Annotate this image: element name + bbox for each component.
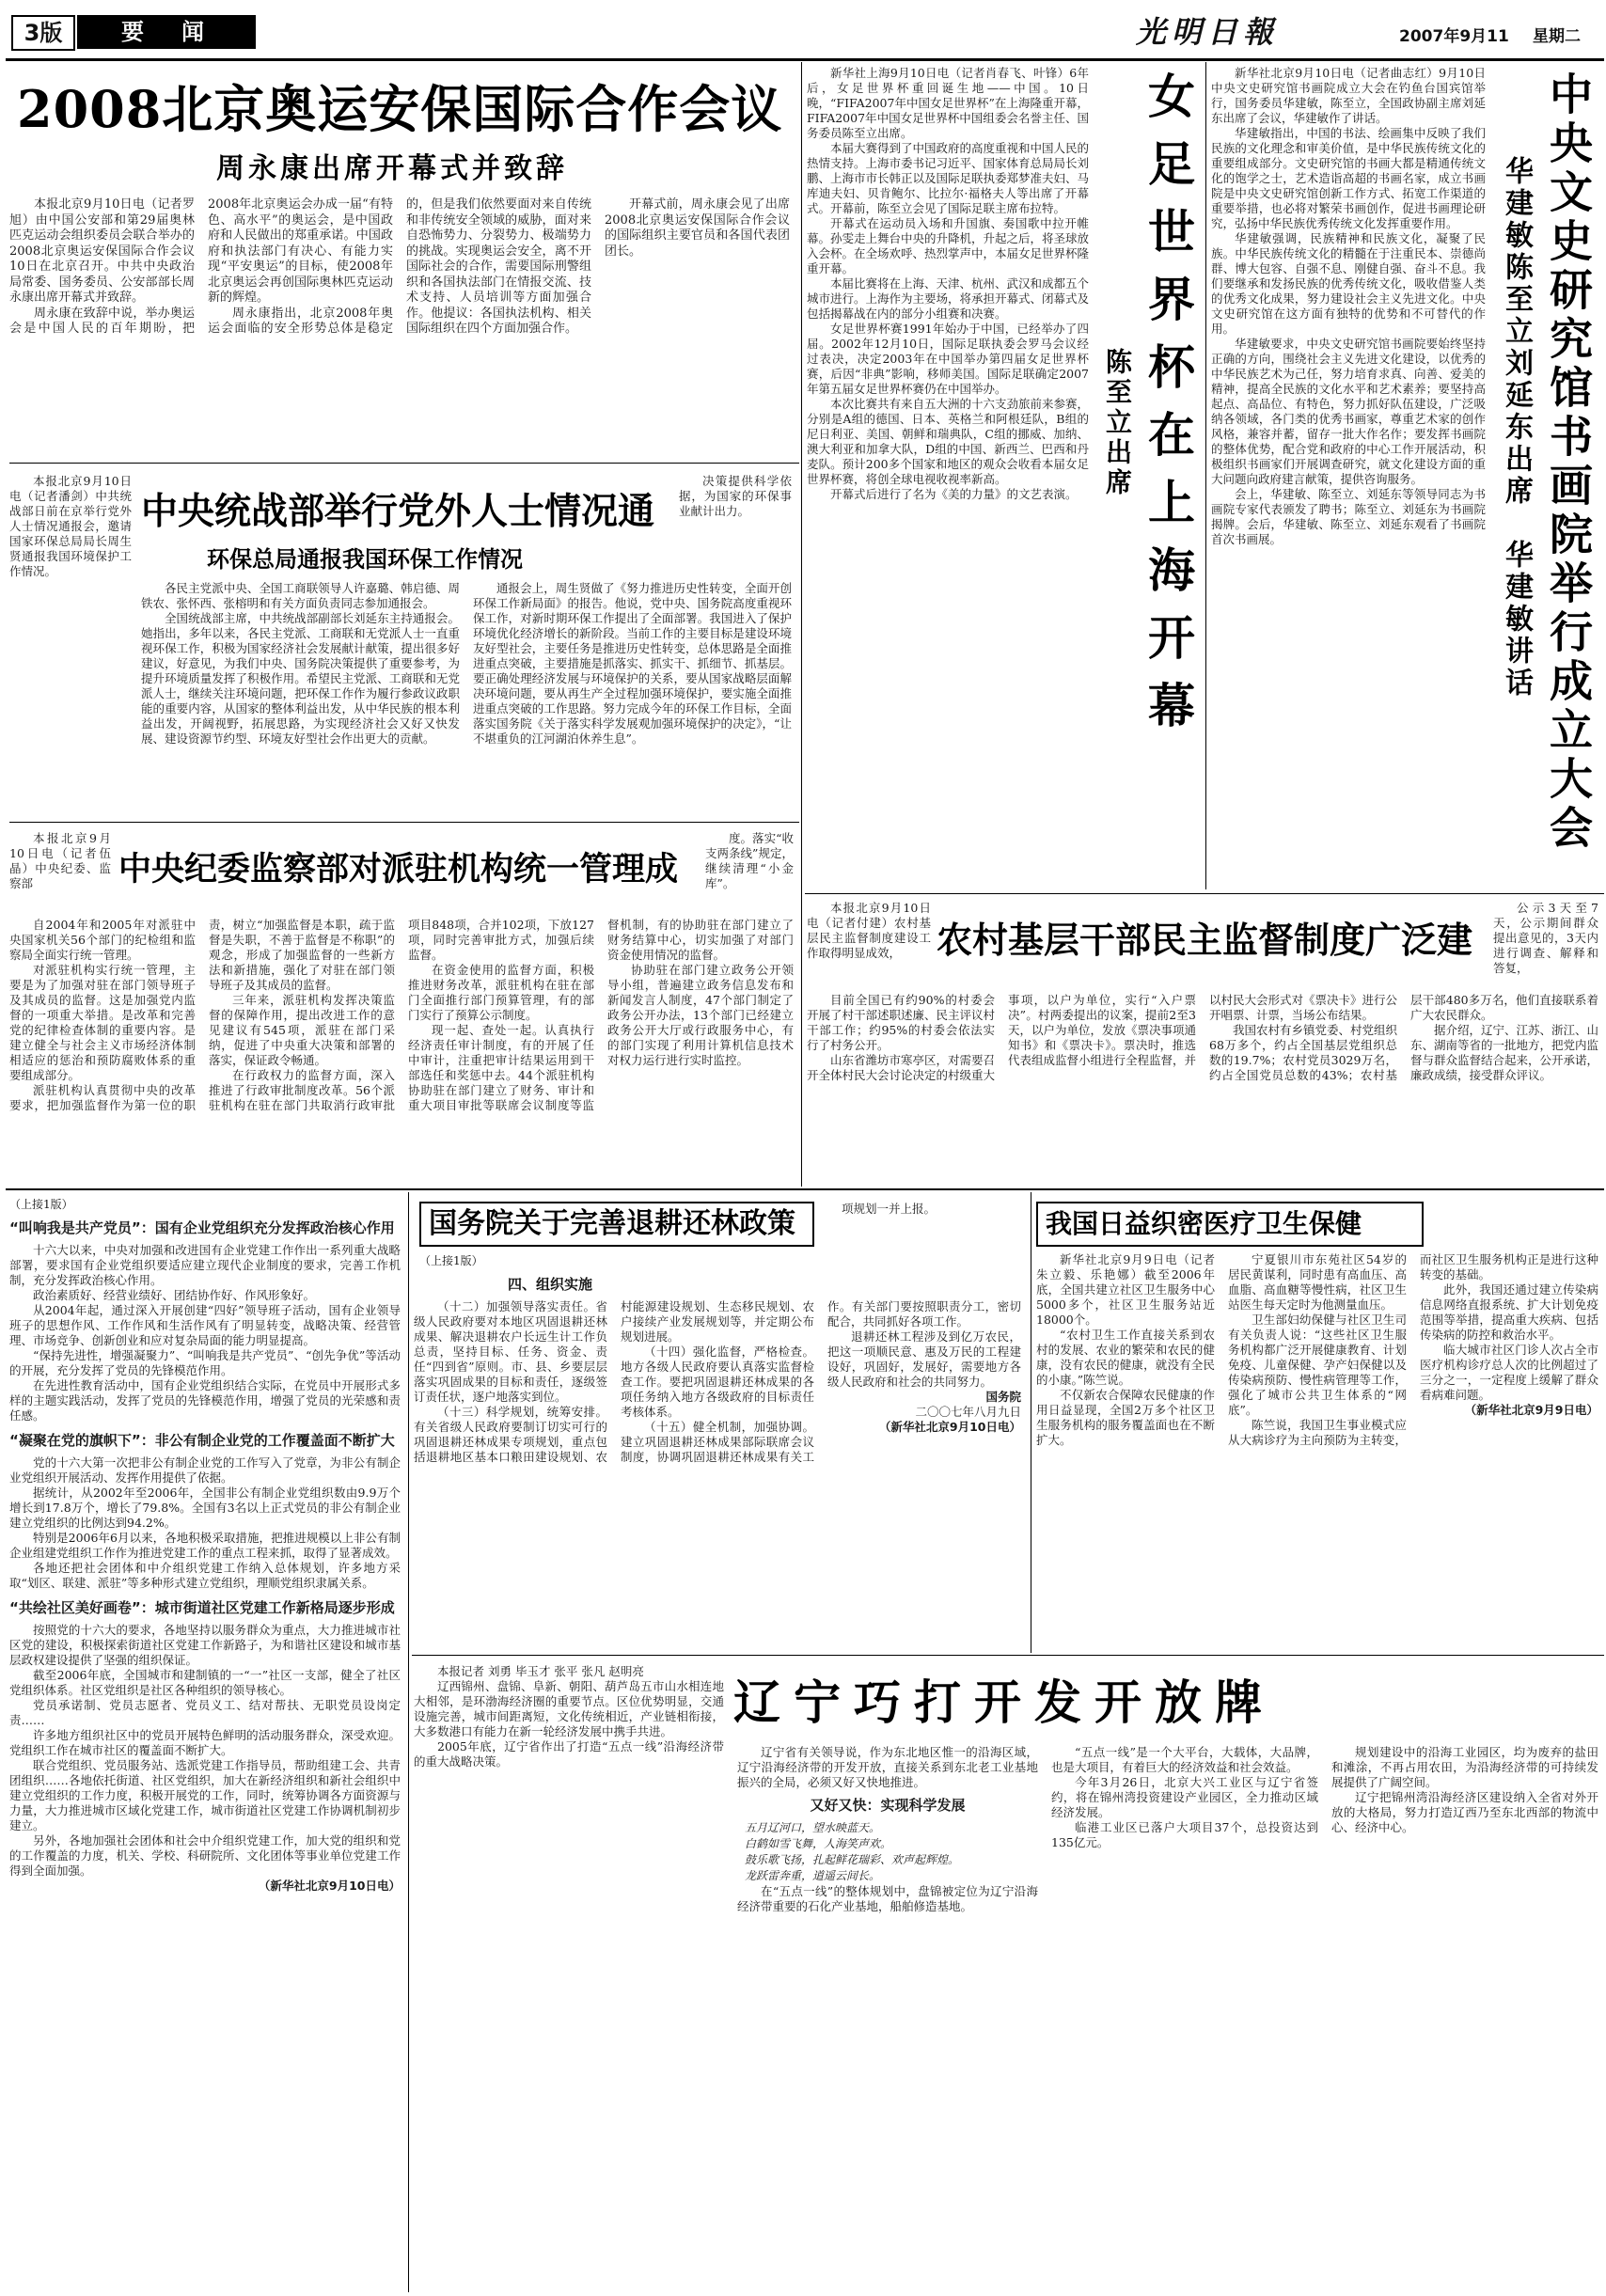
paragraph: 不仅新农合保障农民健康的作用日益显现，全国2万多个社区卫生服务机构的服务覆盖面也在不断扩大。 [1036,1388,1215,1447]
subheadline: 环保总局通报我国环保工作情况 [207,545,523,573]
article-state-council-notice [414,1196,1027,1651]
headline: 我国日益织密医疗卫生保健 [1036,1202,1424,1247]
side-text [705,831,794,916]
column-rule [408,1192,409,2292]
divider [9,822,799,823]
paragraph: 本报北京9月10日电（记者付建）农村基层民主监督制度建设工作取得明显成效， [807,901,931,960]
paragraph: 临大城市社区门诊人次占全市医疗机构诊疗总人次的比例超过了三分之一，一定程度上缓解了群众看病难问题。 [1420,1343,1598,1402]
body-text [807,66,1089,889]
top-tail-text [818,1202,1021,1239]
paragraph: 十六大以来，中央对加强和改进国有企业党建工作作出一系列重大战略部署，要求国有企业党组织要适应建立现代企业制度的要求，完善工作机制，充分发挥政治核心作用。 [9,1243,401,1287]
issue-date: 2007年9月11 [1399,27,1509,45]
article-rural-supervision [807,899,1602,1187]
paragraph: 本次比赛共有来自五大洲的十六支劲旅前来参赛，分别是A组的德国、日本、英格兰和阿根廷队，B组的尼日利亚、美国、朝鲜和瑞典队，C组的挪威、加纳、澳大利亚和加拿大队，D组的中国、新西兰、巴西和丹麦队。预计200多个国家和地区的观众会收看本届女足世界杯赛，将创全球电视收视率新高。 [807,397,1089,486]
poem [737,1820,1038,1884]
section-heading: 四、组织实施 [508,1276,593,1293]
paragraph: （十二）加强领导落实责任。省级人民政府要对本地区巩固退耕还林成果、解决退耕农户长远生计工作负总责，坚持目标、任务、资金、责任“四到省”原则。市、县、乡要层层落实巩固成果的目标和责任，逐级签订责任状，逐户地落实到位。 [414,1299,607,1404]
paragraph: 周永康在致辞中说，举办奥运会是中国人民的百年期盼，把2008年北京奥运会办成一届“有特色、高水平”的奥运会，是中国政府和人民做出的郑重承诺。中国政府和执法部门有决心、有能力实现“平安奥运”的目标，使2008年北京奥运会再创国际奥林匹克运动新的辉煌。 [9,197,393,336]
poem-line: 五月辽河口，望水映蓝天。 [745,1821,881,1834]
headline: 2008北京奥运安保国际合作会议 [17,79,783,139]
paragraph: 新华社上海9月10日电（记者肖春飞、叶锋）6年后，女足世界杯重回诞生地——中国。10日晚，“FIFA2007年中国女足世界杯”在上海隆重开幕，FIFA2007年中国女足世界杯中国组委会名誉主任、国务委员陈至立出席。 [807,66,1089,140]
section-heading: “凝聚在党的旗帜下”：非公有制企业党的工作覆盖面不断扩大 [9,1432,395,1449]
paragraph: 据介绍，辽宁、江苏、浙江、山东、湖南等省的一批地方，把党内监督与群众监督结合起来，公开承诺，廉政成绩，接受群众评议。 [1410,1023,1598,1082]
paragraph: 目前全国已有约90%的村委会开展了村干部述职述廉、民主评议村干部工作；约95%的村委会依法实行了村务公开。 [807,993,996,1052]
paragraph: 退耕还林工程涉及到亿万农民，把这一项顺民意、惠及万民的工程建设好，巩固好，发展好，需要地方各级人民政府和社会的共同努力。 [827,1329,1021,1389]
subheadline: 周永康出席开幕式并致辞 [216,152,568,185]
paragraph: 据统计，从2002年至2006年，全国非公有制企业党组织数由9.9万个增长到17.8万个，增长了79.8%。全国有3名以上正式党员的非公有制企业建立党组织的比例达到94.2%。 [9,1486,401,1530]
paragraph: 宁夏银川市东苑社区54岁的居民黄谋利，同时患有高血压、高血脂、高血糖等慢性病，社区卫生站医生每天定时为他测量血压。 [1228,1252,1407,1312]
headline: 辽宁巧打开发开放牌 [733,1675,1275,1730]
subheadline-vertical: 陈至立出席 [1102,348,1133,498]
paragraph: 辽宁省有关领导说，作为东北地区惟一的沿海区域，辽宁沿海经济带的开发开放，直接关系到东北老工业基地振兴的全局，必须又好又快地推进。 [737,1745,1038,1789]
paragraph: 华建敏强调，民族精神和民族文化，凝聚了民族。中华民族传统文化的精髓在于注重民本、崇德尚群、博大包容、自强不息、刚健自强、奋斗不息。我们要继承和发扬民族的优秀传统文化，吸收借鉴人类的优秀文化成果，努力建设社会主义先进文化。中央文史研究馆在这方面有独特的优势和不可替代的作用。 [1211,231,1486,336]
paragraph: 按照党的十六大的要求，各地坚持以服务群众为重点，大力推进城市社区党的建设，积极探索街道社区党建工作新路子，为和谐社区建设和城市基层政权建设提供了坚强的组织保证。 [9,1623,401,1667]
headline-vertical: 女足世界杯在上海开幕 [1141,71,1196,748]
paragraph: 开幕式前，周永康会见了出席2008北京奥运安保国际合作会议的国际组织主要官员和各国代表团团长。 [605,197,790,259]
dateline: （新华社北京9月10日电） [258,1879,401,1893]
paragraph: 特别是2006年6月以来，各地积极采取措施，把推进规模以上非公有制企业组建党组织工作作为推进党建工作的重点工程来抓，取得了显著成效。 [9,1531,401,1560]
side-text [679,474,792,577]
body-text [9,197,790,461]
paragraph: （十三）科学规划，统筹安排。有关省级人民政府要制订切实可行的巩固退耕还林成果专项规划，重点包括退耕地区基本口粮田建设规划、农村能源建设规划、生态移民规划、农户接续产业发展规划等，并定期公布规划进展。 [414,1299,814,1464]
body-text-left [414,1664,724,2285]
section-heading: “叫响我是共产党员”：国有企业党组织充分发挥政治核心作用 [9,1219,395,1236]
paragraph: （十四）强化监督，严格检查。地方各级人民政府要认真落实监督检查工作。要把巩固退耕还林成果的各项任务纳入地方各级政府的目标责任考核体系。 [621,1345,814,1419]
article-discipline-commission [9,827,799,1187]
article-calligraphy-academy [1211,66,1600,893]
divider [6,1188,1604,1190]
lead-text [9,831,111,916]
paragraph: 政治素质好、经营业绩好、团结协作好、作风形象好。 [33,1288,316,1302]
paragraph: 三年来，派驻机构发挥决策监督的保障作用，提出改进工作的意见建议有545项，派驻在部门采纳，促进了中央重大决策和部署的落实，保证政令畅通。 [209,993,395,1067]
headline: 中央纪委监察部对派驻机构统一管理成 [118,850,679,889]
headline-vertical: 中央文史研究馆书画院举行成立大会 [1543,71,1594,854]
paragraph: 度。落实“收支两条线”规定，继续清理“小金库”。 [705,831,794,890]
paragraph: 派驻机构认真贯彻中央的改革要求，把加强监督作为第一位的职责，树立“加强监督是本职，疏于监督是失职，不善于监督是不称职”的观念，形成了加强监督的一些新方法和新措施，强化了对驻在部门领导班子及其成员的监督。 [9,918,395,1112]
paragraph: 在行政权力的监督方面，深入推进了行政审批制度改革。56个派驻机构在驻在部门共取消行政审批项目848项，合并102项，下放127项，同时完善审批方式，加强后续监督。 [209,918,594,1112]
paragraph: 本报北京9月10日电（记者罗旭）由中国公安部和第29届奥林匹克运动会组织委员会联合举办的2008北京奥运安保国际合作会议10日在北京召开。中共中央政治局常委、国务委员、公安部部长周永康出席开幕式并致辞。 [9,197,195,305]
page-header [0,0,1606,58]
paragraph: 本报北京9月10日电（记者伍晶）中央纪委、监察部 [9,831,111,890]
paragraph: 各民主党派中央、全国工商联领导人许嘉璐、韩启德、周铁农、张怀西、张榕明和有关方面负责同志参加通报会。 [141,581,460,610]
paragraph: 项规划一并上报。 [842,1202,937,1216]
article-olympic-security [9,66,799,461]
paragraph: 通报会上，周生贤做了《努力推进历史性转变，全面开创环保工作新局面》的报告。他说，党中央、国务院高度重视环保工作，对新时期环保工作提出了全面部署。我国进入了保护环境优化经济增长的新阶段。当前工作的主要目标是建设环境友好型社会，主要任务是推进历史性转变，总体思路是全面推进重点突破，主要措施是抓落实、抓实干、抓细节、抓基层。要正确处理经济发展与环境保护的关系，要从国家战略层面解决环境问题，要从再生产全过程加强环境保护，要实施全面推进重点突破的工作思路。努力完成今年的环保工作目标，全面落实国务院《关于落实科学发展观加强环境保护的决定》，“让不堪重负的江河湖泊休养生息”。 [473,581,792,746]
paragraph: 全国统战部主席，中共统战部副部长刘延东主持通报会。她指出，多年以来，各民主党派、工商联和无党派人士一直重视环保工作，积极为国家经济社会发展献计献策，提出很多好建议，好意见，为我们中央、国务院决策提供了重要参考，为提升环境质量发挥了积极作用。希望民主党派、工商联和无党派人士，继续关注环境问题，把环保工作作为履行参政议政职能的重要内容，从国家的整体利益出发，从中华民族的根本利益出发，开阔视野，拓展思路，为实现经济社会又好又快发展、建设资源节约型、环境友好型社会作出更大的贡献。 [141,611,460,746]
paragraph: “五点一线”是一个大平台，大载体，大品牌，也是大项目，有着巨大的经济效益和社会效益。 [1051,1745,1318,1774]
paragraph: 在“五点一线”的整体规划中，盘锦被定位为辽宁沿海经济带重要的石化产业基地，船舶修造基地。 [737,1884,1038,1913]
paragraph: 会上，华建敏、陈至立、刘延东等领导同志为书画院专家代表颁发了聘书；陈至立、刘延东为书画院揭牌。会后，华建敏、陈至立、刘延东观看了书画院首次书画展。 [1211,487,1486,546]
paragraph: 截至2006年底，全国城市和建制镇的一“一”社区一支部，健全了社区党组织体系。社区党组织是社区各种组织的领导核心。 [9,1668,401,1697]
article-healthcare-network [1036,1196,1602,1651]
paragraph: 从2004年起，通过深入开展创建“四好”领导班子活动，国有企业领导班子的思想作风、工作作风和生活作风有了明显转变，战略决策、经营管理、市场竞争、创新创业和应对复杂局面的能力明显提高。 [9,1303,401,1347]
paragraph: 新华社北京9月9日电（记者朱立毅、乐艳娜）截至2006年底，全国共建立社区卫生服务中心5000多个，社区卫生服务站近18000个。 [1036,1252,1215,1327]
body-text [1036,1252,1598,1647]
body-text [414,1299,1021,1647]
section-label: 要 闻 [77,15,256,49]
lead-text [9,474,132,615]
paragraph: 周永康指出，北京2008年奥运会面临的安全形势总体是稳定的，但是我们依然要面对来自传统和非传统安全领域的威胁，面对来自恐怖势力、分裂势力、极端势力的挑战。实现奥运会安全，离不开国际社会的合作，需要国际刑警组织和各国执法部门在情报交流、技术支持、人员培训等方面加强合作。他提议：各国执法机构、相关国际组织在四个方面加强合作。 [208,197,591,336]
headline: 中央统战部举行党外人士情况通 [141,490,655,533]
paragraph: 本报记者 刘勇 毕玉才 张平 张凡 赵明亮 [437,1664,644,1678]
body-text [9,918,794,1183]
paragraph: 辽西锦州、盘锦、阜新、朝阳、葫芦岛五市山水相连地大相邻，是环渤海经济圈的重要节点。区位优势明显，交通设施完善，城市间距离短，文化传统相近，产业链相衔接，大多数港口有能力在新一轮经济发展中携手共进。 [414,1679,724,1738]
paragraph: 陈竺说，我国卫生事业模式应从大病诊疗为主向预防为主转变，而社区卫生服务机构正是进行这种转变的基础。 [1228,1252,1598,1447]
dateline: （新华社北京9月9日电） [1464,1403,1598,1417]
paragraph: 另外，各地加强社会团体和社会中介组织党建工作，加大党的组织和党的工作覆盖的力度，机关、学校、科研院所、文化团体等事业单位党建工作得到全面加强。 [9,1833,401,1878]
paragraph: 卫生部妇幼保健与社区卫生司有关负责人说：“这些社区卫生服务机构都广泛开展健康教育、计划免疫、儿童保健、孕产妇保健以及传染病预防、慢性病管理等工作，强化了城市公共卫生体系的“网底”。 [1228,1313,1407,1417]
paragraph: 山东省潍坊市寒亭区，对需要召开全体村民大会讨论决定的村级重大事项，以户为单位，实行“入户票决”。村两委提出的议案，提前2至3天，以户为单位，发放《票决事项通知书》和《票决卡》。票决时，推选代表组成监督小组进行全程监督，并以村民大会形式对《票决卡》进行公开唱票、计票，当场公布结果。 [807,993,1398,1082]
body-text [1211,66,1486,889]
paragraph: 华建敏指出，中国的书法、绘画集中反映了我们民族的文化理念和审美价值，是中华民族传统文化的重要组成部分。文史研究馆的书画大都是精通传统文化的饱学之士，艺术造诣高超的书画名家，成立书画院是中央文史研究馆创新工作方式、拓宽工作渠道的重要举措，也必将对繁荣书画创作，促进书画理论研究，弘扬中华民族优秀传统文化发挥重要作用。 [1211,126,1486,230]
paragraph: 女足世界杯赛1991年始办于中国，已经举办了四届。2002年12月10日，国际足联执委会罗马会议经过表决，决定2003年在中国举办第四届女足世界杯赛，后因“非典”影响，移师美国。国际足联确定2007年第五届女足世界杯赛仍在中国举办。 [807,322,1089,396]
paragraph: 本报北京9月10日电（记者潘剑）中共统战部日前在京举行党外人士情况通报会，邀请国家环保总局局长周生贤通报我国环境保护工作情况。 [9,474,132,578]
article-liaoning [414,1660,1602,2290]
divider [805,893,1604,894]
article-united-front [9,470,799,820]
paragraph: 对派驻机构实行统一管理，主要是为了加强对驻在部门领导班子及其成员的监督。这是加强党内监督的一项重大举措。是改革和完善党的纪律检查体制的重要内容。是建立健全与社会主义市场经济体制相适应的惩治和预防腐败体系的重要组成部分。 [9,963,196,1082]
header-rule [6,58,1604,61]
paragraph: 开幕式后进行了名为《美的力量》的文艺表演。 [830,487,1078,501]
paragraph: 许多地方组织社区中的党员开展特色鲜明的活动服务群众，深受欢迎。党组织工作在城市社区的覆盖面不断扩大。 [9,1728,401,1757]
body-text [9,1215,401,2283]
paragraph: 本届比赛将在上海、天津、杭州、武汉和成都五个城市进行。上海作为主要场，将承担开幕式、闭幕式及包括揭幕战在内的部分小组赛和决赛。 [807,276,1089,321]
issue-weekday: 星期二 [1533,27,1581,45]
paragraph: 辽宁把锦州湾沿海经济区建设纳入全省对外开放的大格局，努力打造辽西乃至东北西部的物流中心、经济中心。 [1331,1790,1598,1834]
subheadline-vertical: 华建敏陈至立刘延东出席 华建敏讲话 [1500,156,1533,700]
paragraph: （十五）健全机制，加强协调。建立巩固退耕还林成果部际联席会议制度，协调巩固退耕还林成果有关工作。有关部门要按照职责分工，密切配合，共同抓好各项工作。 [621,1299,1021,1464]
signature: 国务院 [985,1390,1021,1404]
article-party-building [9,1196,404,2287]
page-number: 3版 [11,15,75,51]
paragraph: 2005年底，辽宁省作出了打造“五点一线”沿海经济带的重大战略决策。 [414,1739,724,1769]
paragraph: 党的十六大第一次把非公有制企业党的工作写入了党章，为非公有制企业党组织开展活动、发挥作用提供了依据。 [9,1455,401,1485]
poem-line: 白鹤如雪飞舞，人海笑声欢。 [745,1837,892,1850]
body-text [807,993,1598,1185]
paragraph: 自2004年和2005年对派驻中央国家机关56个部门的纪检组和监察局全面实行统一管理。 [9,918,196,962]
paragraph: 现一起、查处一起。认真执行经济责任审计制度，有的开展了任中审计，注重把审计结果运用到干部选任和奖惩中去。44个派驻机构协助驻在部门建立了财务、审计和重大项目审批等联席会议制度等监督机制，有的协助驻在部门建立了财务结算中心，切实加强了对部门资金使用情况的监督。 [408,918,794,1112]
side-text [1493,901,1598,991]
source-note: （上接1版） [9,1198,73,1211]
paragraph: 规划建设中的沿海工业园区，均为废弃的盐田和滩涂，不再占用农田，为沿海经济带的可持续发展提供了广阔空间。 [1331,1745,1598,1789]
poem-line: 鼓乐歌飞扬，扎起鲜花瑞彩、欢声起辉煌。 [745,1853,960,1866]
lead-text [807,901,931,991]
paragraph: 今年3月26日，北京大兴工业区与辽宁省签约，将在锦州湾投资建设产业园区，全力推动区域经济发展。 [1051,1775,1318,1819]
column-rule [1205,62,1206,889]
dateline: （新华社北京9月10日电） [878,1420,1021,1434]
paragraph: 华建敏要求，中央文史研究馆书画院要始终坚持正确的方向，围绕社会主义先进文化建设，以优秀的中华民族艺术为己任，努力培育求真、向善、爱美的精神，提高全民族的文化水平和艺术素养；要坚持高起点、高品位、有特色，努力抓好队伍建设，广泛吸纳各领域，各门类的优秀书画家，尊重艺术家的创作风格，兼容并蓄，留存一批大作名作；要发挥书画院的整体优势，配合党和政府的中心工作开展活动，积极组织书画家们开展调查研究，就文化建设方面的重大问题向政府建言献策，提供咨询服务。 [1211,337,1486,486]
paragraph: 党员承诺制、党员志愿者、党员义工、结对帮扶、无职党员设岗定责…… [9,1698,401,1727]
masthead-logo: 光明日報 [1136,14,1280,50]
paragraph: 本届大赛得到了中国政府的高度重视和中国人民的热情支持。上海市委书记习近平、国家体育总局局长刘鹏、上海市市长韩正以及国际足联执委郑梦准夫妇、马库迪夫妇、贝肯鲍尔、比拉尔·福格夫人等出席了开幕式。开幕前，陈至立会见了国际足联主席布拉特。 [807,141,1089,215]
paragraph: 临港工业区已落户大项目37个，总投资达到135亿元。 [1051,1820,1318,1849]
divider [412,1655,1604,1656]
paragraph: 在资金使用的监督方面，积极推进财务改革，派驻机构在驻在部门全面推行部门预算管理，有的部门实行了预算公示制度。 [408,963,594,1022]
paragraph: 开幕式在运动员入场和升国旗、奏国歌中拉开帷幕。孙雯走上舞台中央的升降机，升起之后，将圣球放入会杯。在全场欢呼、热烈掌声中，本届女足世界杯隆重开幕。 [807,216,1089,275]
paragraph: 此外，我国还通过建立传染病信息网络直报系统、扩大计划免疫范围等举措，提高重大疾病、包括传染病的防控和救治水平。 [1420,1282,1598,1342]
body-text [141,581,792,816]
body-text-right [1051,1745,1598,2287]
headline: 国务院关于完善退耕还林政策 [419,1202,814,1247]
divider [9,463,799,464]
paragraph: “农村卫生工作直接关系到农村的发展、农业的繁荣和农民的健康，没有农民的健康，就没有全民的小康。”陈竺说。 [1036,1328,1215,1387]
paragraph: 新华社北京9月10日电（记者曲志红）9月10日中央文史研究馆书画院成立大会在钓鱼台国宾馆举行，国务委员华建敏，陈至立，全国政协副主席刘延东出席了会议，华建敏作了讲话。 [1211,66,1486,125]
section-heading: 又好又快：实现科学发展 [810,1797,966,1814]
article-womens-world-cup [807,66,1202,893]
paragraph: 公示3天至7天，公示期间群众提出意见的，3天内进行调查、解释和答复， [1493,901,1598,975]
headline: 农村基层干部民主监督制度广泛建 [937,919,1473,961]
body-text-middle [737,1745,1038,2287]
section-heading: “共绘社区美好画卷”：城市街道社区党建工作新格局逐步形成 [9,1599,395,1616]
paragraph: 联合党组织、党员服务站、选派党建工作指导员，帮助组建工会、共青团组织……各地依托街道、社区党组织，加大在新经济组织和新社会组织中建立党组织的工作力度，积极开展党的工作，同时，统筹协调各方面资源与力量，大力推进城市区域化党建工作，城市街道社区党建工作协调机制初步建立。 [9,1758,401,1832]
paragraph: 协助驻在部门建立政务公开领导小组，普遍建立政务信息发布和新闻发言人制度，47个部门制定了政务公开办法，13个部门已经建立政务公开大厅或行政服务中心，有的部门实现了利用计算机信息技术对权力运行进行实时监控。 [607,963,794,1067]
column-rule [801,62,802,1187]
date: 二〇〇七年八月九日 [915,1405,1021,1419]
paragraph: 在先进性教育活动中，国有企业党组织结合实际，在党员中开展形式多样的主题实践活动，发挥了党员的先锋模范作用，增强了党员的光荣感和责任感。 [9,1378,401,1423]
poem-line: 龙跃雷奔重，道遥云间长。 [745,1869,881,1882]
paragraph: 各地还把社会团体和中介组织党建工作纳入总体规划，许多地方采取“划区、联建、派驻”等多种形式建立党组织，理顺党组织隶属关系。 [9,1561,401,1590]
paragraph: 决策提供科学依据，为国家的环保事业献计出力。 [679,474,792,518]
paragraph: “保持先进性，增强凝聚力”、“叫响我是共产党员”、“创先争优”等活动的开展，充分发挥了党员的先锋模范作用。 [9,1348,401,1377]
paragraph: 我国农村有乡镇党委、村党组织68万多个，约占全国基层党组织总数的19.7%；农村党员3029万名，约占全国党员总数的43%；农村基层干部480多万名，他们直接联系着广大农民群众。 [1209,993,1598,1082]
source-note: （上接1版） [419,1254,483,1267]
